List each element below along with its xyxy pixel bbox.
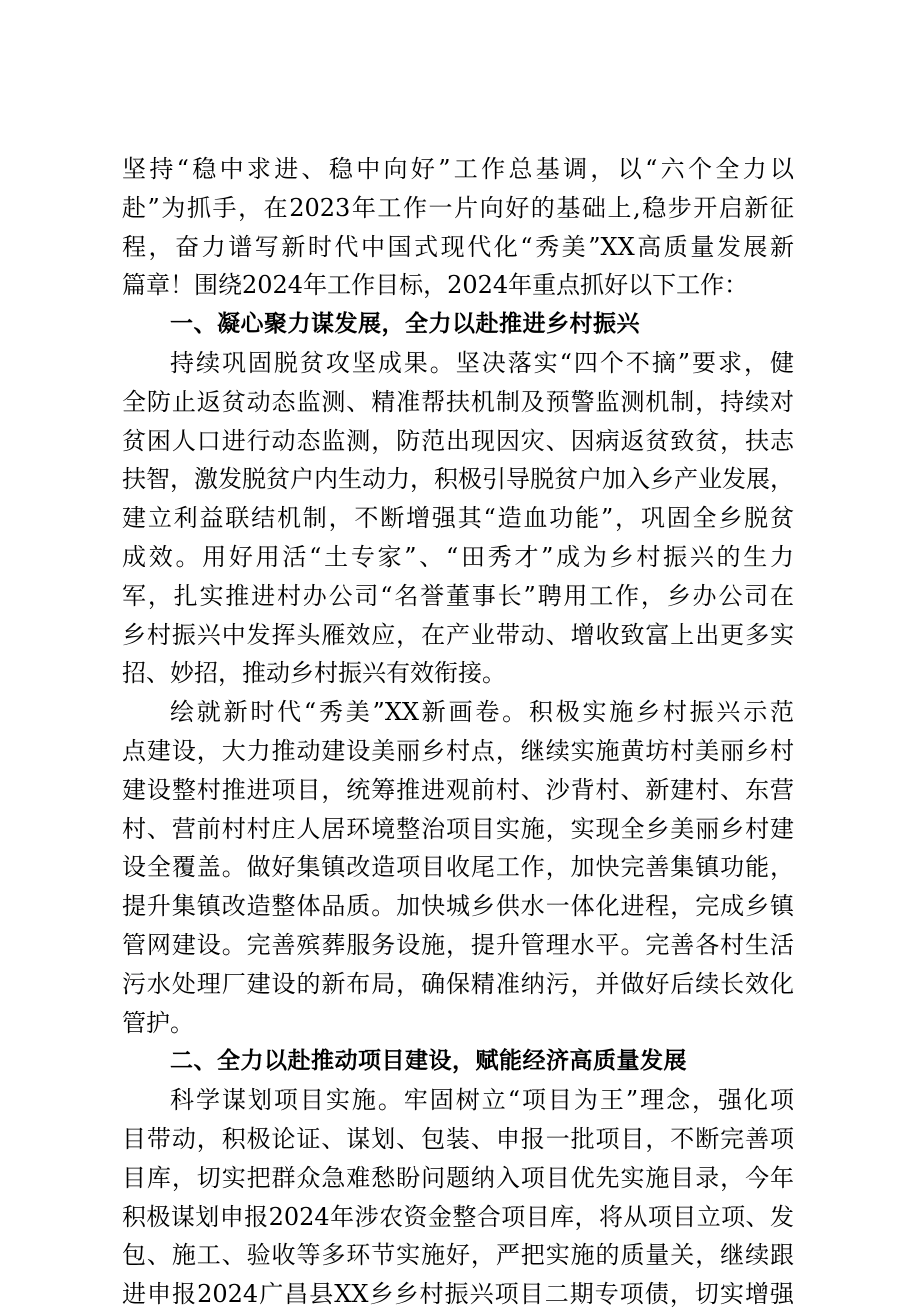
paragraph-line: 管网建设。完善殡葬服务设施，提升管理水平。完善各村生活	[122, 930, 794, 959]
paragraph-line: 军，扎实推进村办公司“名誉董事长”聘用工作，乡办公司在	[122, 581, 794, 610]
paragraph-last-line: 管护。	[122, 1008, 194, 1037]
paragraph-line: 贫困人口进行动态监测，防范出现因灾、因病返贫致贫，扶志	[122, 426, 794, 455]
paragraph-last-line: 篇章！围绕2024年工作目标，2024年重点抓好以下工作：	[122, 271, 749, 300]
paragraph-line: 目带动，积极论证、谋划、包装、申报一批项目，不断完善项	[122, 1124, 794, 1153]
paragraph-line: 坚持“稳中求进、稳中向好”工作总基调，以“六个全力以	[122, 155, 794, 183]
paragraph-line: 点建设，大力推动建设美丽乡村点，继续实施黄坊村美丽乡村	[122, 736, 794, 765]
paragraph-line: 程，奋力谱写新时代中国式现代化“秀美”XX高质量发展新	[122, 232, 794, 261]
paragraph-line: 建立利益联结机制，不断增强其“造血功能”，巩固全乡脱贫	[122, 504, 794, 533]
paragraph-line: 积极谋划申报2024年涉农资金整合项目库，将从项目立项、发	[122, 1202, 794, 1231]
paragraph-line: 设全覆盖。做好集镇改造项目收尾工作，加快完善集镇功能，	[122, 853, 794, 882]
paragraph-line: 全防止返贫动态监测、精准帮扶机制及预警监测机制，持续对	[122, 387, 794, 416]
document-body	[122, 150, 794, 1314]
paragraph-line: 赴”为抓手，在2023年工作一片向好的基础上,稳步开启新征	[122, 193, 794, 222]
paragraph-line: 扶智，激发脱贫户内生动力，积极引导脱贫户加入乡产业发展，	[122, 465, 794, 494]
paragraph-line: 目库，切实把群众急难愁盼问题纳入项目优先实施目录，今年	[122, 1163, 794, 1192]
paragraph-first-line: 持续巩固脱贫攻坚成果。坚决落实“四个不摘”要求，健	[170, 348, 794, 377]
paragraph-line: 乡村振兴中发挥头雁效应，在产业带动、增收致富上出更多实	[122, 620, 794, 649]
paragraph-line: 建设整村推进项目，统筹推进观前村、沙背村、新建村、东营	[122, 775, 794, 804]
paragraph-line: 提升集镇改造整体品质。加快城乡供水一体化进程，完成乡镇	[122, 892, 794, 921]
paragraph-line: 村、营前村村庄人居环境整治项目实施，实现全乡美丽乡村建	[122, 814, 794, 843]
paragraph-last-line: 招、妙招，推动乡村振兴有效衔接。	[122, 659, 506, 688]
paragraph-line: 污水处理厂建设的新布局，确保精准纳污，并做好后续长效化	[122, 969, 794, 998]
paragraph-first-line: 绘就新时代“秀美”XX新画卷。积极实施乡村振兴示范	[170, 698, 794, 727]
paragraph-line: 成效。用好用活“土专家”、“田秀才”成为乡村振兴的生力	[122, 542, 794, 571]
section-heading: 二、全力以赴推动项目建设，赋能经济高质量发展	[170, 1048, 687, 1075]
paragraph-first-line: 科学谋划项目实施。牢固树立“项目为王”理念，强化项	[170, 1086, 794, 1115]
paragraph-line: 进申报2024广昌县XX乡乡村振兴项目二期专项债，切实增强	[122, 1280, 794, 1309]
section-heading: 一、凝心聚力谋发展，全力以赴推进乡村振兴	[170, 311, 640, 338]
paragraph-line: 包、施工、验收等多环节实施好，严把实施的质量关，继续跟	[122, 1241, 794, 1270]
